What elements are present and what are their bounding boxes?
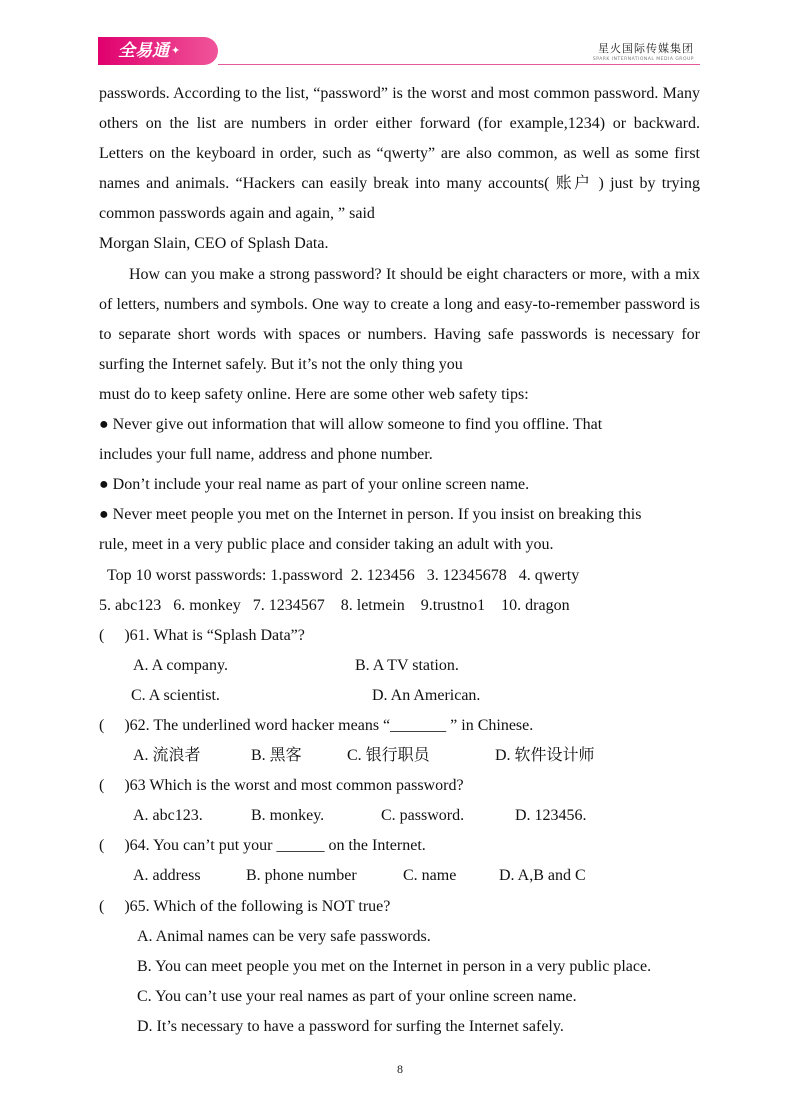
q63-option-a: A. abc123. [133,807,203,825]
q64-option-c: C. name [403,867,457,885]
q64-option-d: D. A,B and C [499,867,586,885]
sparkle-icon: ✦ [171,44,181,57]
logo-text: 全易通 [118,41,169,61]
passage-paragraph-1-end: Morgan Slain, CEO of Splash Data. [99,235,329,253]
question-64-options [99,861,700,891]
publisher-name-cn: 星火国际传媒集团 [598,42,694,55]
q65-option-d: D. It’s necessary to have a password for surfing the Internet safely. [137,1017,564,1035]
q65-option-c: C. You can’t use your real names as part of your online screen name. [137,987,577,1005]
question-63-options [99,801,700,831]
question-63: ( )63 Which is the worst and most common password? [99,777,464,795]
brand-logo [98,37,218,65]
q61-option-d: D. An American. [372,686,481,704]
q65-option-a: A. Animal names can be very safe passwords. [137,927,431,945]
page-header [98,37,700,65]
page-content [99,79,700,1042]
q61-option-a: A. A company. [133,656,228,674]
q62-option-a: A. 流浪者 [133,747,201,765]
question-65: ( )65. Which of the following is NOT true? [99,897,391,915]
q64-option-b: B. phone number [246,867,357,885]
top10-list-line-1: Top 10 worst passwords: 1.password 2. 123456 3. 12345678 4. qwerty [107,566,580,584]
question-61: ( )61. What is “Splash Data”? [99,626,305,644]
passage-paragraph-2: How can you make a strong password? It should be eight characters or more, with a mix of letters, numbers and symbols. One way to create a long and easy-to-remember password is to separate short words with spaces or numbers. Having safe passwords is necessary for surfing the Internet safely. But it’s not the only thing you [99,265,700,373]
safety-tip-3-end: rule, meet in a very public place and consider taking an adult with you. [99,536,554,554]
passage-paragraph-1: passwords. According to the list, “password” is the worst and most common password. Many others on the list are numbers in order either forward (for example,1234) or backward. Letters on the keyboard in order, such as “qwerty” are also common, as well as some first names and animals. “Hackers can easily break into many accounts( 账户 ) just by trying common passwords again and again, ” said [99,85,700,223]
q61-option-c: C. A scientist. [131,686,220,704]
safety-tip-2: ● Don’t include your real name as part of your online screen name. [99,476,530,494]
q63-option-c: C. password. [381,807,465,825]
q65-option-b: B. You can meet people you met on the Internet in person in a very public place. [137,957,652,975]
header-divider [218,64,700,65]
question-61-options-row-1 [99,651,700,681]
question-61-options-row-2 [99,681,700,711]
question-62: ( )62. The underlined word hacker means “_______ ” in Chinese. [99,716,534,734]
publisher-brand [593,40,694,62]
q62-option-b: B. 黑客 [251,747,302,765]
q63-option-d: D. 123456. [515,807,587,825]
q63-option-b: B. monkey. [251,807,325,825]
publisher-name-en: SPARK INTERNATIONAL MEDIA GROUP [592,57,694,62]
q62-option-c: C. 银行职员 [347,747,430,765]
safety-tip-1-end: includes your full name, address and phone number. [99,446,433,464]
q62-option-d: D. 软件设计师 [495,747,595,765]
page-number: 8 [397,1062,403,1076]
safety-tip-1: ● Never give out information that will allow someone to find you offline. That [99,416,603,434]
q61-option-b: B. A TV station. [355,656,459,674]
top10-list-line-2: 5. abc123 6. monkey 7. 1234567 8. letmein 9.trustno1 10. dragon [99,596,570,614]
safety-tip-3: ● Never meet people you met on the Internet in person. If you insist on breaking this [99,506,642,524]
q64-option-a: A. address [133,867,201,885]
passage-paragraph-2-end: must do to keep safety online. Here are some other web safety tips: [99,385,529,403]
question-64: ( )64. You can’t put your ______ on the Internet. [99,837,426,855]
question-62-options [99,741,700,771]
